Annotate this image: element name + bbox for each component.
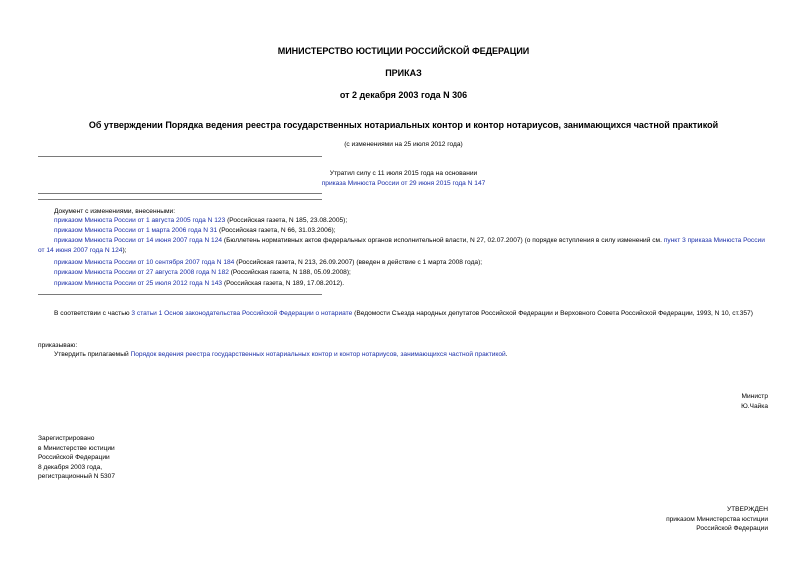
- amendment-item: приказом Минюста России от 27 августа 2008 года N 182 (Российская газета, N 188, 05.09.2008);: [54, 269, 351, 276]
- signature-position: Министр: [741, 393, 768, 400]
- divider: [38, 193, 322, 194]
- divider: [38, 156, 322, 157]
- registration-line: в Министерстве юстиции: [38, 444, 115, 452]
- amendment-link[interactable]: приказом Минюста России от 1 августа 2005 года N 123: [54, 217, 226, 224]
- document-title: Об утверждении Порядка ведения реестра государственных нотариальных контор и контор нотариусов, занимающихся частной практикой: [88, 120, 719, 130]
- amendment-link[interactable]: приказом Минюста России от 25 июля 2012 года N 143: [54, 280, 223, 287]
- registration-line: Российской Федерации: [38, 454, 110, 462]
- approval-line: приказом Министерства юстиции: [666, 515, 768, 523]
- amendment-item: приказом Минюста России от 1 августа 2005 года N 123 (Российская газета, N 185, 23.08.2005);: [54, 217, 348, 224]
- repeal-order-link[interactable]: приказа Минюста России от 29 июня 2015 года N 147: [321, 180, 486, 187]
- revision-note: (с изменениями на 25 июля 2012 года): [344, 141, 463, 148]
- amendment-item: приказом Минюста России от 25 июля 2012 года N 143 (Российская газета, N 189, 17.08.2012).: [54, 280, 345, 287]
- registration-block: [38, 434, 115, 482]
- registration-line: 8 декабря 2003 года,: [38, 463, 103, 471]
- divider: [38, 199, 322, 200]
- approval-line: УТВЕРЖДЕН: [726, 506, 768, 513]
- order-verb: приказываю:: [38, 342, 78, 349]
- amendments-intro: Документ с изменениями, внесенными:: [54, 208, 176, 215]
- doc-type-heading: ПРИКАЗ: [385, 68, 422, 78]
- date-number-heading: от 2 декабря 2003 года N 306: [339, 90, 468, 100]
- amendment-link[interactable]: приказом Минюста России от 10 сентября 2007 года N 184: [54, 259, 235, 266]
- amendment-link[interactable]: приказом Минюста России от 14 июня 2007 года N 124: [54, 237, 223, 244]
- approval-line: Российской Федерации: [696, 525, 768, 533]
- amendment-link[interactable]: приказом Минюста России от 1 марта 2006 года N 31: [54, 227, 218, 234]
- status-line: Утратил силу с 11 июля 2015 года на основании: [329, 170, 478, 177]
- amendment-item: приказом Минюста России от 1 марта 2006 года N 31 (Российская газета, N 66, 31.03.2006);: [54, 227, 336, 234]
- approval-block: [560, 505, 768, 534]
- amendment-item: приказом Минюста России от 14 июня 2007 года N 124 (Бюллетень нормативных актов федеральных органов исполнительной власти, N 27, 02.07.2007) (о порядке вступления в силу изменений см. пункт 3 приказа Минюста России от 14 июня 2007 года N 124);: [38, 237, 765, 254]
- amendment-item: приказом Минюста России от 10 сентября 2007 года N 184 (Российская газета, N 213, 26.09.2007) (введен в действие с 1 марта 2008 года);: [54, 259, 483, 266]
- procedure-link[interactable]: Порядок ведения реестра государственных нотариальных контор и контор нотариусов, занимающихся частной практикой: [130, 351, 506, 358]
- order-paragraph: Утвердить прилагаемый Порядок ведения реестра государственных нотариальных контор и контор нотариусов, занимающихся частной практикой.: [54, 351, 508, 358]
- law-article-link[interactable]: 3 статьи 1 Основ законодательства Российской Федерации о нотариате: [131, 310, 353, 317]
- ministry-heading: МИНИСТЕРСТВО ЮСТИЦИИ РОССИЙСКОЙ ФЕДЕРАЦИИ: [277, 46, 530, 56]
- signature-name: Ю.Чайка: [741, 403, 768, 410]
- registration-line: регистрационный N 5307: [38, 473, 116, 481]
- amendment-link[interactable]: приказом Минюста России от 27 августа 2008 года N 182: [54, 269, 229, 276]
- registration-line: Зарегистрировано: [38, 435, 95, 442]
- preamble-paragraph: В соответствии с частью 3 статьи 1 Основ законодательства Российской Федерации о нотариате (Ведомости Съезда народных депутатов Российской Федерации и Верховного Совета Российской Федерации, 1993, N 10, ст.357): [54, 310, 753, 317]
- divider: [38, 294, 322, 295]
- amendment-clause-link[interactable]: пункт 3 приказа Минюста России от 14 июня 2007 года N 124: [38, 237, 765, 254]
